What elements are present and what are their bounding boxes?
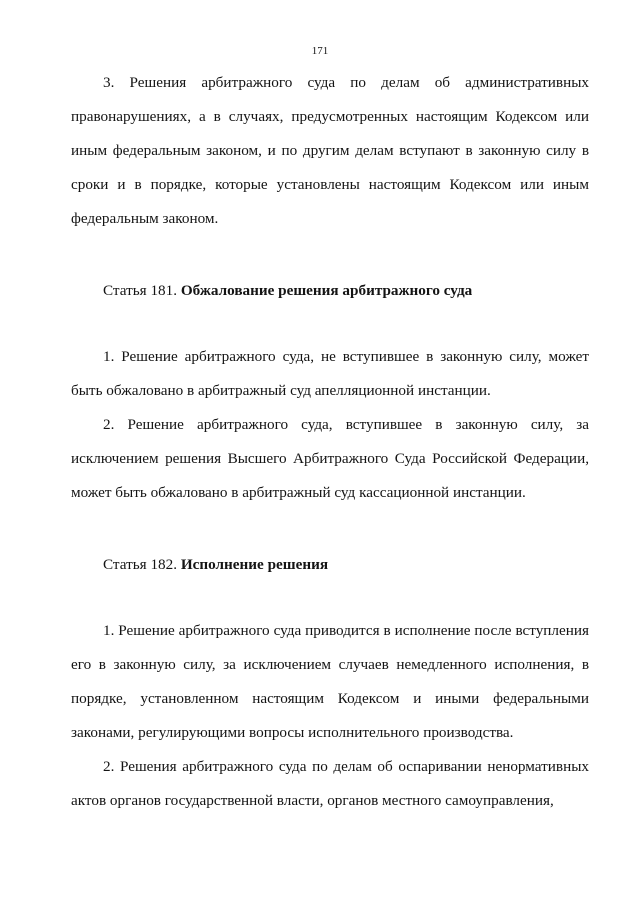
article-181-heading <box>71 274 589 308</box>
article-182-title: Исполнение решения <box>180 556 329 573</box>
spacer <box>71 582 589 614</box>
article-181-label: Статья 181. <box>103 282 178 299</box>
paragraph-article181-part2: 2. Решение арбитражного суда, вступившее в законную силу, за исключением решения Высшего Арбитражного Суда Российской Федерации, может быть обжаловано в арбитражный суд кассационной инстанции. <box>71 416 589 501</box>
spacer <box>71 236 589 274</box>
page-number: 171 <box>311 45 329 57</box>
page-body <box>71 66 589 818</box>
article-182-label: Статья 182. <box>103 556 178 573</box>
paragraph-article180-part3: 3. Решения арбитражного суда по делам об административных правонарушениях, а в случаях, предусмотренных настоящим Кодексом или иным федеральным законом, и по другим делам вступают в законную силу в сроки и в порядке, которые установлены настоящим Кодексом или иным федеральным законом. <box>71 74 589 227</box>
article-181-title: Обжалование решения арбитражного суда <box>180 282 473 299</box>
spacer <box>71 510 589 548</box>
paragraph-article182-part1: 1. Решение арбитражного суда приводится в исполнение после вступления его в законную силу, за исключением случаев немедленного исполнения, в порядке, установленном настоящим Кодексом и иными федеральными законами, регулирующими вопросы исполнительного производства. <box>71 622 589 741</box>
article-182-heading <box>71 548 589 582</box>
paragraph-article182-part2: 2. Решения арбитражного суда по делам об оспаривании ненормативных актов органов государственной власти, органов местного самоуправления, <box>71 758 589 809</box>
spacer <box>71 308 589 340</box>
paragraph-article181-part1: 1. Решение арбитражного суда, не вступившее в законную силу, может быть обжаловано в арбитражный суд апелляционной инстанции. <box>71 348 589 399</box>
